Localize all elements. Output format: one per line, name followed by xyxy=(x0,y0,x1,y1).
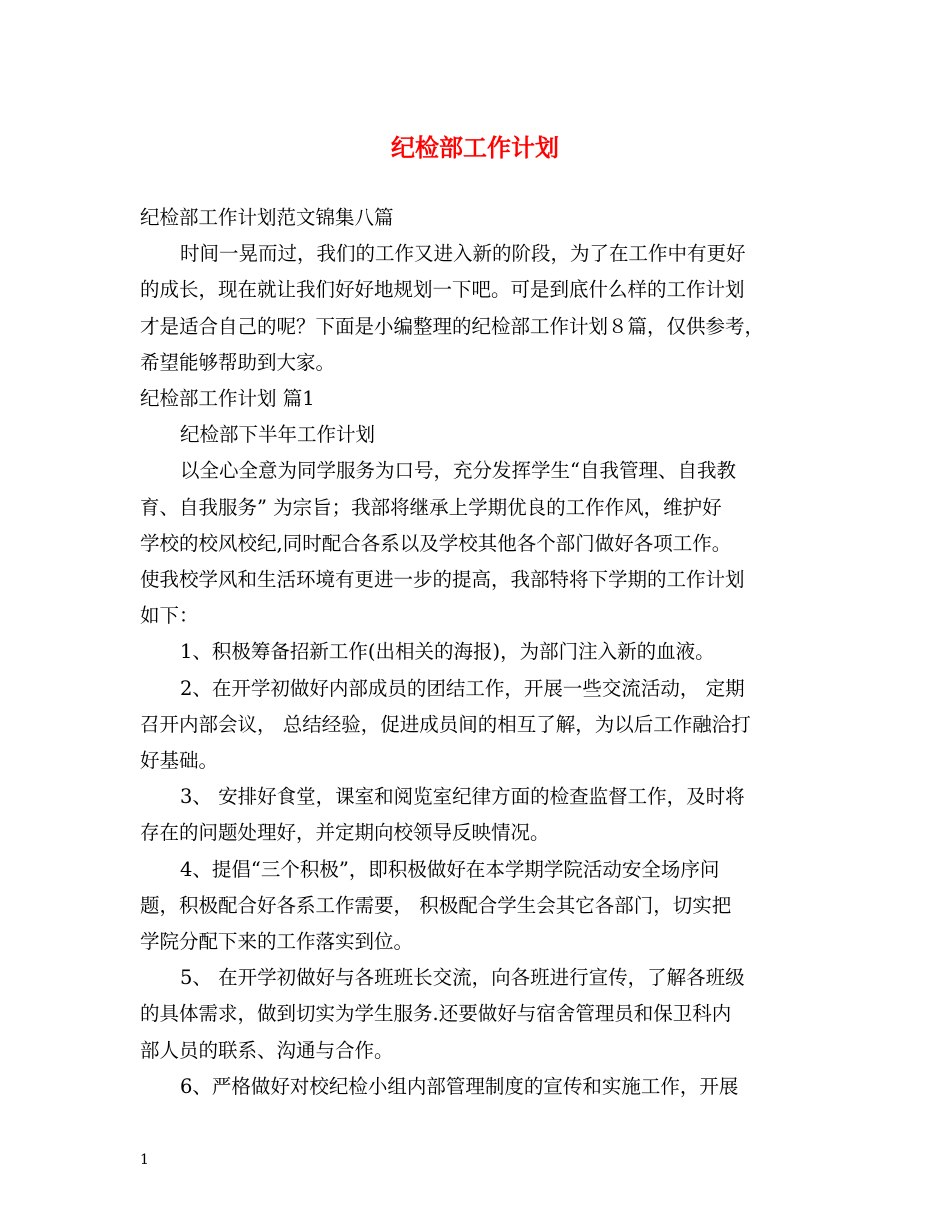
text-line: 题，积极配合好各系工作需要， 积极配合学生会其它各部门，切实把 xyxy=(140,893,732,917)
text-line: 5、 在开学初做好与各班班长交流，向各班进行宣传，了解各班级 xyxy=(180,966,745,990)
text-line: 部人员的联系、沟通与合作。 xyxy=(140,1038,394,1062)
text-line: 纪检部下半年工作计划 xyxy=(180,423,376,447)
document-body xyxy=(140,200,820,1105)
text-line: 的成长，现在就让我们好好地规划一下吧。可是到底什么样的工作计划 xyxy=(140,278,745,302)
text-line: 4、提倡“三个积极”，即积极做好在本学期学院活动安全场序问 xyxy=(180,857,720,881)
text-line: 时间一晃而过，我们的工作又进入新的阶段，为了在工作中有更好 xyxy=(180,242,746,266)
text-line: 以全心全意为同学服务为口号，充分发挥学生“自我管理、自我教 xyxy=(180,459,736,483)
text-line: 6、严格做好对校纪检小组内部管理制度的宣传和实施工作，开展 xyxy=(180,1074,739,1098)
text-line: 存在的问题处理好，并定期向校领导反映情况。 xyxy=(140,821,550,845)
text-line: 学院分配下来的工作落实到位。 xyxy=(140,930,414,954)
text-line: 育、自我服务” 为宗旨；我部将继承上学期优良的工作作风，维护好 xyxy=(140,495,722,519)
text-line: 好基础。 xyxy=(140,749,219,773)
text-line: 学校的校风校纪,同时配合各系以及学校其他各个部门做好各项工作。 xyxy=(140,531,732,555)
text-line: 纪检部工作计划 篇1 xyxy=(140,387,315,411)
text-line: 1、积极筹备招新工作(出相关的海报)，为部门注入新的血液。 xyxy=(180,640,715,664)
text-line: 纪检部工作计划范文锦集八篇 xyxy=(140,206,394,229)
document-title: 纪检部工作计划 xyxy=(391,133,559,162)
page-number: 1 xyxy=(140,1152,149,1168)
text-line: 2、在开学初做好内部成员的团结工作，开展一些交流活动， 定期 xyxy=(180,676,745,700)
text-line: 召开内部会议， 总结经验，促进成员间的相互了解，为以后工作融洽打 xyxy=(140,712,751,736)
text-line: 使我校学风和生活环境有更进一步的提高，我部特将下学期的工作计划 xyxy=(140,568,745,592)
text-line: 希望能够帮助到大家。 xyxy=(140,350,336,374)
text-line: 才是适合自己的呢？下面是小编整理的纪检部工作计划８篇，仅供参考， xyxy=(140,314,765,338)
text-line: 3、 安排好食堂，课室和阅览室纪律方面的检查监督工作，及时将 xyxy=(180,785,745,809)
text-line: 如下： xyxy=(140,604,199,628)
text-line: 的具体需求，做到切实为学生服务.还要做好与宿舍管理员和保卫科内 xyxy=(140,1002,732,1026)
